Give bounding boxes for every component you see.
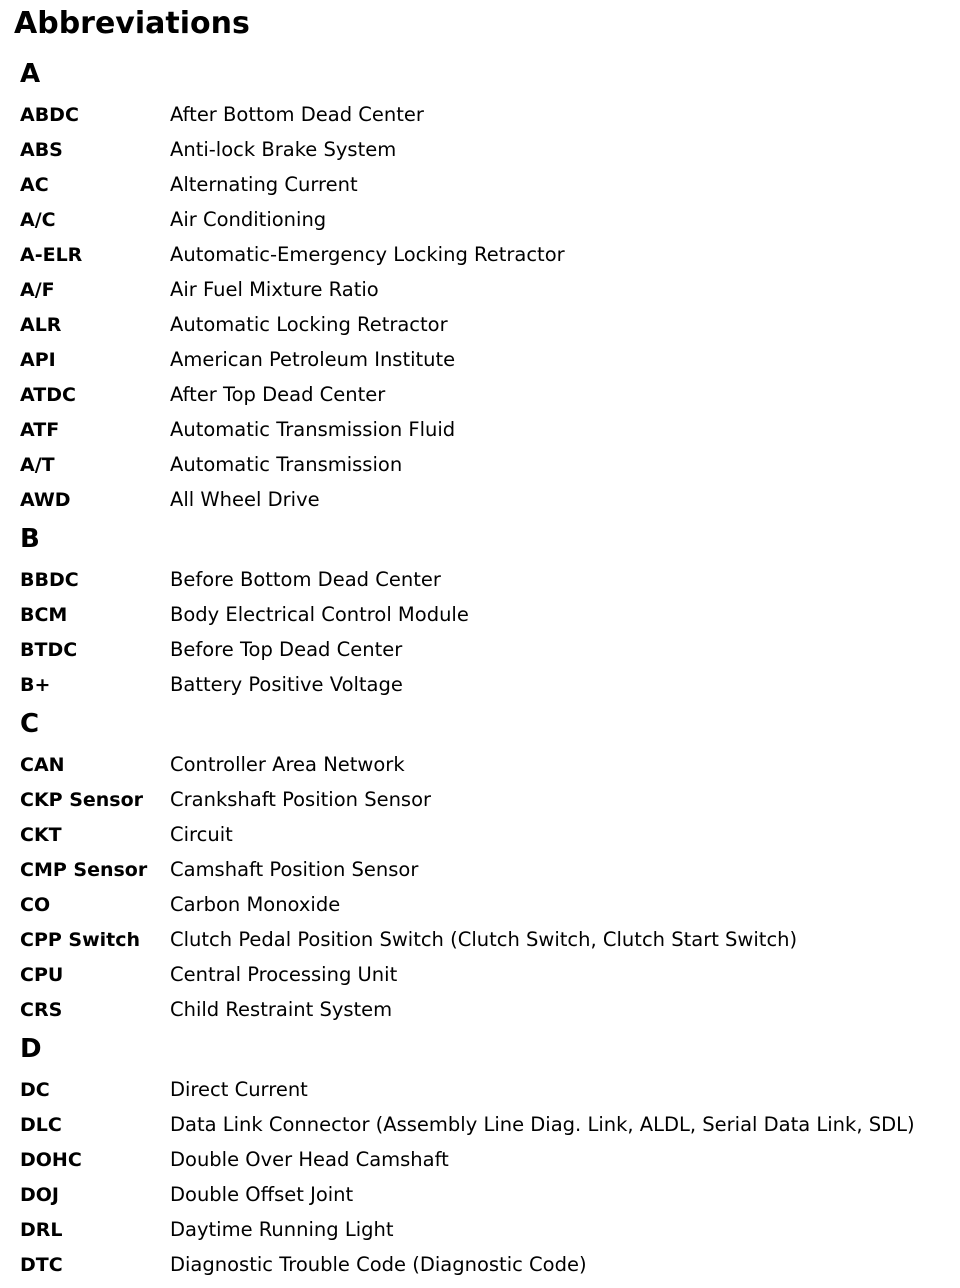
abbreviation-row: [20, 377, 955, 412]
abbreviation-term: A/C: [20, 208, 56, 231]
abbreviation-term: BCM: [20, 603, 68, 626]
abbreviation-definition: Double Offset Joint: [170, 1183, 354, 1206]
abbreviation-row: [20, 562, 955, 597]
abbreviation-term: CRS: [20, 998, 63, 1021]
abbreviation-term: B+: [20, 673, 51, 696]
abbreviation-definition: Circuit: [170, 823, 233, 846]
abbreviation-term: BTDC: [20, 638, 78, 661]
abbreviation-list: [20, 52, 955, 1282]
abbreviation-row: [20, 412, 955, 447]
abbreviation-definition: Air Fuel Mixture Ratio: [170, 278, 379, 301]
abbreviation-definition: Clutch Pedal Position Switch (Clutch Switch, Clutch Start Switch): [170, 928, 798, 951]
abbreviation-row: [20, 852, 955, 887]
abbreviation-row: [20, 307, 955, 342]
abbreviation-term: A/T: [20, 453, 55, 476]
abbreviation-row: [20, 887, 955, 922]
abbreviation-term: A-ELR: [20, 243, 83, 266]
abbreviation-definition: American Petroleum Institute: [170, 348, 456, 371]
abbreviation-row: [20, 482, 955, 517]
abbreviation-row: [20, 1072, 955, 1107]
abbreviation-definition: Anti-lock Brake System: [170, 138, 397, 161]
abbreviation-term: AC: [20, 173, 49, 196]
abbreviation-definition: Automatic Transmission Fluid: [170, 418, 456, 441]
abbreviation-definition: Battery Positive Voltage: [170, 673, 403, 696]
abbreviation-definition: Camshaft Position Sensor: [170, 858, 419, 881]
abbreviation-definition: Automatic Transmission: [170, 453, 403, 476]
abbreviation-row: [20, 342, 955, 377]
abbreviation-definition: Double Over Head Camshaft: [170, 1148, 449, 1171]
abbreviation-definition: Daytime Running Light: [170, 1218, 394, 1241]
abbreviation-term: AWD: [20, 488, 71, 511]
abbreviation-row: [20, 957, 955, 992]
abbreviation-definition: Diagnostic Trouble Code (Diagnostic Code): [170, 1253, 587, 1276]
section-letter: C: [20, 709, 40, 739]
abbreviation-term: CKP Sensor: [20, 788, 144, 811]
abbreviation-row: [20, 922, 955, 957]
abbreviation-term: DTC: [20, 1253, 63, 1276]
abbreviation-definition: Data Link Connector (Assembly Line Diag. Link, ALDL, Serial Data Link, SDL): [170, 1113, 915, 1136]
abbreviation-term: DRL: [20, 1218, 63, 1241]
abbreviation-row: [20, 597, 955, 632]
abbreviation-definition: Controller Area Network: [170, 753, 405, 776]
abbreviation-definition: Direct Current: [170, 1078, 308, 1101]
abbreviation-definition: Central Processing Unit: [170, 963, 398, 986]
abbreviation-definition: Child Restraint System: [170, 998, 393, 1021]
abbreviation-row: [20, 1142, 955, 1177]
abbreviation-row: [20, 632, 955, 667]
abbreviation-term: ABDC: [20, 103, 79, 126]
abbreviation-row: [20, 992, 955, 1027]
abbreviation-definition: Before Top Dead Center: [170, 638, 403, 661]
abbreviation-row: [20, 97, 955, 132]
section-d: [20, 1027, 955, 1282]
abbreviation-row: [20, 272, 955, 307]
abbreviation-term: ALR: [20, 313, 62, 336]
abbreviation-row: [20, 782, 955, 817]
abbreviation-term: ATF: [20, 418, 60, 441]
abbreviation-term: CMP Sensor: [20, 858, 148, 881]
abbreviation-definition: Automatic Locking Retractor: [170, 313, 448, 336]
abbreviation-term: BBDC: [20, 568, 79, 591]
abbreviation-row: [20, 202, 955, 237]
abbreviation-row: [20, 667, 955, 702]
abbreviation-definition: After Top Dead Center: [170, 383, 386, 406]
abbreviation-term: A/F: [20, 278, 55, 301]
abbreviation-term: CAN: [20, 753, 65, 776]
abbreviation-definition: Carbon Monoxide: [170, 893, 341, 916]
abbreviation-term: DOJ: [20, 1183, 59, 1206]
section-letter: D: [20, 1034, 42, 1064]
abbreviation-row: [20, 237, 955, 272]
abbreviation-row: [20, 817, 955, 852]
section-letter: A: [20, 59, 41, 89]
abbreviation-term: DC: [20, 1078, 50, 1101]
abbreviation-definition: Body Electrical Control Module: [170, 603, 469, 626]
abbreviation-term: CPP Switch: [20, 928, 141, 951]
page-title: Abbreviations: [14, 6, 250, 41]
abbreviation-term: CO: [20, 893, 51, 916]
abbreviation-definition: Crankshaft Position Sensor: [170, 788, 432, 811]
abbreviation-definition: All Wheel Drive: [170, 488, 320, 511]
section-letter: B: [20, 524, 40, 554]
abbreviation-term: ATDC: [20, 383, 76, 406]
abbreviation-row: [20, 167, 955, 202]
section-c: [20, 702, 955, 1027]
abbreviation-term: DOHC: [20, 1148, 82, 1171]
abbreviation-row: [20, 447, 955, 482]
abbreviation-definition: Automatic-Emergency Locking Retractor: [170, 243, 565, 266]
abbreviation-row: [20, 1177, 955, 1212]
abbreviation-definition: Air Conditioning: [170, 208, 327, 231]
abbreviation-row: [20, 1212, 955, 1247]
abbreviation-definition: Before Bottom Dead Center: [170, 568, 441, 591]
abbreviation-row: [20, 747, 955, 782]
abbreviation-term: DLC: [20, 1113, 62, 1136]
abbreviation-row: [20, 1107, 955, 1142]
abbreviation-row: [20, 1247, 955, 1282]
abbreviation-term: ABS: [20, 138, 63, 161]
abbreviation-row: [20, 132, 955, 167]
abbreviation-definition: Alternating Current: [170, 173, 358, 196]
abbreviation-term: CKT: [20, 823, 62, 846]
abbreviation-definition: After Bottom Dead Center: [170, 103, 424, 126]
abbreviation-term: CPU: [20, 963, 64, 986]
section-a: [20, 52, 955, 517]
section-b: [20, 517, 955, 702]
abbreviation-term: API: [20, 348, 56, 371]
